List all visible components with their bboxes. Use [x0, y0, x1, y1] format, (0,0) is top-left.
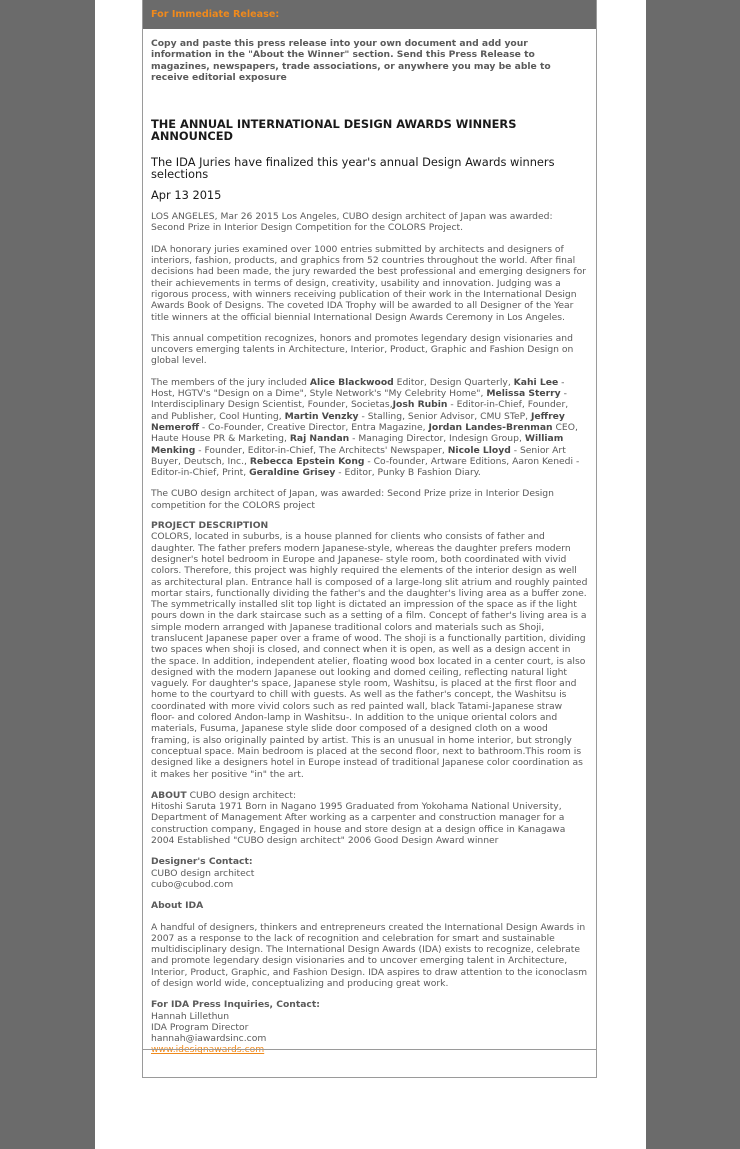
press-contact-name: Hannah Lillethun [151, 1010, 230, 1022]
jury-member-desc: - Co-Founder, Creative Director, Entra Magazine, [199, 421, 429, 433]
jury-member-desc: - Co-founder, Artware Editions, Aaron Kenedi - Editor-in-Chief, Print, [151, 455, 580, 479]
about-winner-title: CUBO design architect: [186, 789, 297, 801]
project-description-label: PROJECT DESCRIPTION [151, 520, 269, 532]
jury-member-name: William Menking [151, 433, 564, 456]
about-winner [151, 790, 588, 846]
jury-member-name: Jordan Landes-Brenman [428, 421, 553, 433]
jury-member-desc: CEO, Haute House PR & Marketing, [151, 421, 578, 445]
jury-member-name: Josh Rubin [392, 399, 448, 411]
jury-member-name: Alice Blackwood [309, 376, 394, 388]
intro-instructions: Copy and paste this press release into your own document and add your information in the "About the Winner" section. Send this Press Release to magazines, newspapers, trade associations, or anywhere you may be able to receive editorial exposure [151, 38, 551, 83]
about-ida-heading [151, 900, 588, 911]
jury-member-name: Raj Nandan [289, 433, 350, 445]
jury-member-desc: - Stalling, Senior Advisor, CMU STeP, [358, 410, 531, 422]
jury-member-desc: - Editor, Punky B Fashion Diary. [335, 467, 481, 479]
jury-member-desc: - Founder, Editor-in-Chief, The Architects' Newspaper, [195, 444, 448, 456]
jury-member-name: Rebecca Epstein Kong [249, 455, 365, 467]
about-winner-label: ABOUT [151, 789, 187, 801]
jury-member-desc: - Host, HGTV's "Design on a Dime", Style Network's "My Celebrity Home", [151, 376, 565, 400]
press-release-frame [142, 0, 597, 1078]
designer-contact-name: CUBO design architect [151, 867, 255, 879]
press-contact-email[interactable]: hannah@iawardsinc.com [151, 1033, 267, 1045]
subheadline: The IDA Juries have finalized this year's annual Design Awards winners selections [151, 155, 555, 182]
jury-member-desc: - Interdisciplinary Design Scientist, Founder, Societas, [151, 388, 567, 411]
about-winner-text: Hitoshi Saruta 1971 Born in Nagano 1995 Graduated from Yokohama National University, Department of Management After working as a carpenter and construction manager for a construction company, Engaged in house and store design at a design office in Kanagawa 2004 Established "CUBO design architect" 2006 Good Design Award winner [151, 801, 566, 847]
paragraph-award-result: The CUBO design architect of Japan, was awarded: Second Prize prize in Interior Design competition for the COLORS project [151, 488, 554, 511]
project-description-text: COLORS, located in suburbs, is a house planned for clients who consists of father and daughter. The father prefers modern Japanese-style, whereas the daughter prefers modern designer's hotel bedroom in Europe and Japanese- style room, both coordinated with vivid colors. Therefore, this project was highly required the elements of the interior design as well as architectural plan. Entrance hall is composed of a large-long slit atrium and roughly painted mortar stairs, functionally dividing the father's and the daughter's living area as a buffer zone. The symmetrically installed slit top light is dictated an impression of the space as if the light pours down in the dark staircase such as a setting of a film. Concept of father's living area is a simple modern arranged with Japanese traditional colors and materials such as Shoji, translucent Japanese paper over a frame of wood. The shoji is a functionally partition, dividing two spaces when shoji is closed, and connect when it is open, as well as a design accent in the space. In addition, independent atelier, floating wood box located in a center court, is also designed with the modern Japanese out looking and domed ceiling, reflecting natural light vaguely. For daughter's space, Japanese style room, Washitsu, is placed at the first floor and home to the courtyard to chill with guests. As well as the father's concept, the Washitsu is coordinated with more vivid colors such as red painted wall, black Tatami-Japanese straw floor- and colored Andon-lamp in Washitsu-. In addition to the unique oriental colors and materials, Fusuma, Japanese style slide door composed of a designed cloth on a wood framing, is also originally painted by artist. This is an unusual in home interior, but strongly conceptual space. Main bedroom is placed at the second floor, next to bathroom.This room is designed like a designers hotel in Europe instead of traditional Japanese color coordination as it makes her positive "in" the art. [151, 531, 588, 780]
press-contact [151, 999, 588, 1055]
paragraph-jury-process: IDA honorary juries examined over 1000 entries submitted by architects and designers of interiors, fashion, products, and graphics from 52 countries throughout the world. After final decisions had been made, the jury rewarded the best professional and emerging designers for their achievements in terms of design, creativity, usability and innovation. Judging was a rigorous process, with winners receiving publication of their work in the International Design Awards Book of Designs. The coveted IDA Trophy will be awarded to all Designer of the Year title winners at the official biennial International Design Awards Ceremony in Los Angeles. [151, 243, 586, 323]
jury-member-name: Melissa Sterry [486, 388, 561, 400]
jury-member-desc: Editor, Design Quarterly, [393, 376, 514, 388]
ida-website-link[interactable]: www.idesignawards.com [151, 1044, 265, 1056]
about-ida-label: About IDA [151, 900, 204, 912]
jury-member-name: Geraldine Grisey [249, 467, 336, 479]
jury-member-name: Nicole Lloyd [447, 444, 511, 456]
paragraph-competition: This annual competition recognizes, honors and promotes legendary design visionaries and uncovers emerging talents in Architecture, Interior, Product, Graphic and Fashion Design on global level. [151, 332, 574, 367]
release-header [143, 0, 596, 29]
release-date: Apr 13 2015 [151, 188, 222, 203]
designer-contact-email[interactable]: cubo@cubod.com [151, 878, 234, 890]
press-release-body [143, 29, 596, 1056]
jury-member-name: Martin Venzky [284, 410, 359, 422]
designer-contact-label: Designer's Contact: [151, 856, 253, 868]
jury-member-desc: - Managing Director, Indesign Group, [349, 433, 525, 445]
headline: THE ANNUAL INTERNATIONAL DESIGN AWARDS WINNERS ANNOUNCED [151, 117, 517, 143]
project-description [151, 520, 588, 780]
paragraph-award-summary: LOS ANGELES, Mar 26 2015 Los Angeles, CUBO design architect of Japan was awarded: Second Prize in Interior Design Competition for the COLORS Project. [151, 211, 553, 234]
jury-member-name: Kahi Lee [513, 376, 559, 388]
jury-member-desc: - Editor-in-Chief, Founder, and Publisher, Cool Hunting, [151, 399, 569, 422]
jury-member-desc: - Senior Art Buyer, Deutsch, Inc., [151, 444, 566, 467]
designer-contact [151, 856, 588, 890]
jury-lead: The members of the jury included [151, 376, 310, 388]
footer-divider [143, 1049, 596, 1050]
press-contact-title: IDA Program Director [151, 1021, 249, 1033]
paragraph-jury-members [151, 377, 588, 479]
about-ida-text: A handful of designers, thinkers and entrepreneurs created the International Design Awards in 2007 as a response to the lack of recognition and celebration for smart and sustainable multidisciplinary design. The International Design Awards (IDA) exists to recognize, celebrate and promote legendary design visionaries and to uncover emerging talent in Architecture, Interior, Product, Graphic, and Fashion Design. IDA aspires to draw attention to the iconoclasm of design world wide, conceptualizing and producing great work. [151, 921, 588, 989]
jury-member-name: Jeffrey Nemeroff [151, 410, 565, 433]
release-label: For Immediate Release: [151, 9, 280, 20]
press-contact-label: For IDA Press Inquiries, Contact: [151, 999, 320, 1011]
